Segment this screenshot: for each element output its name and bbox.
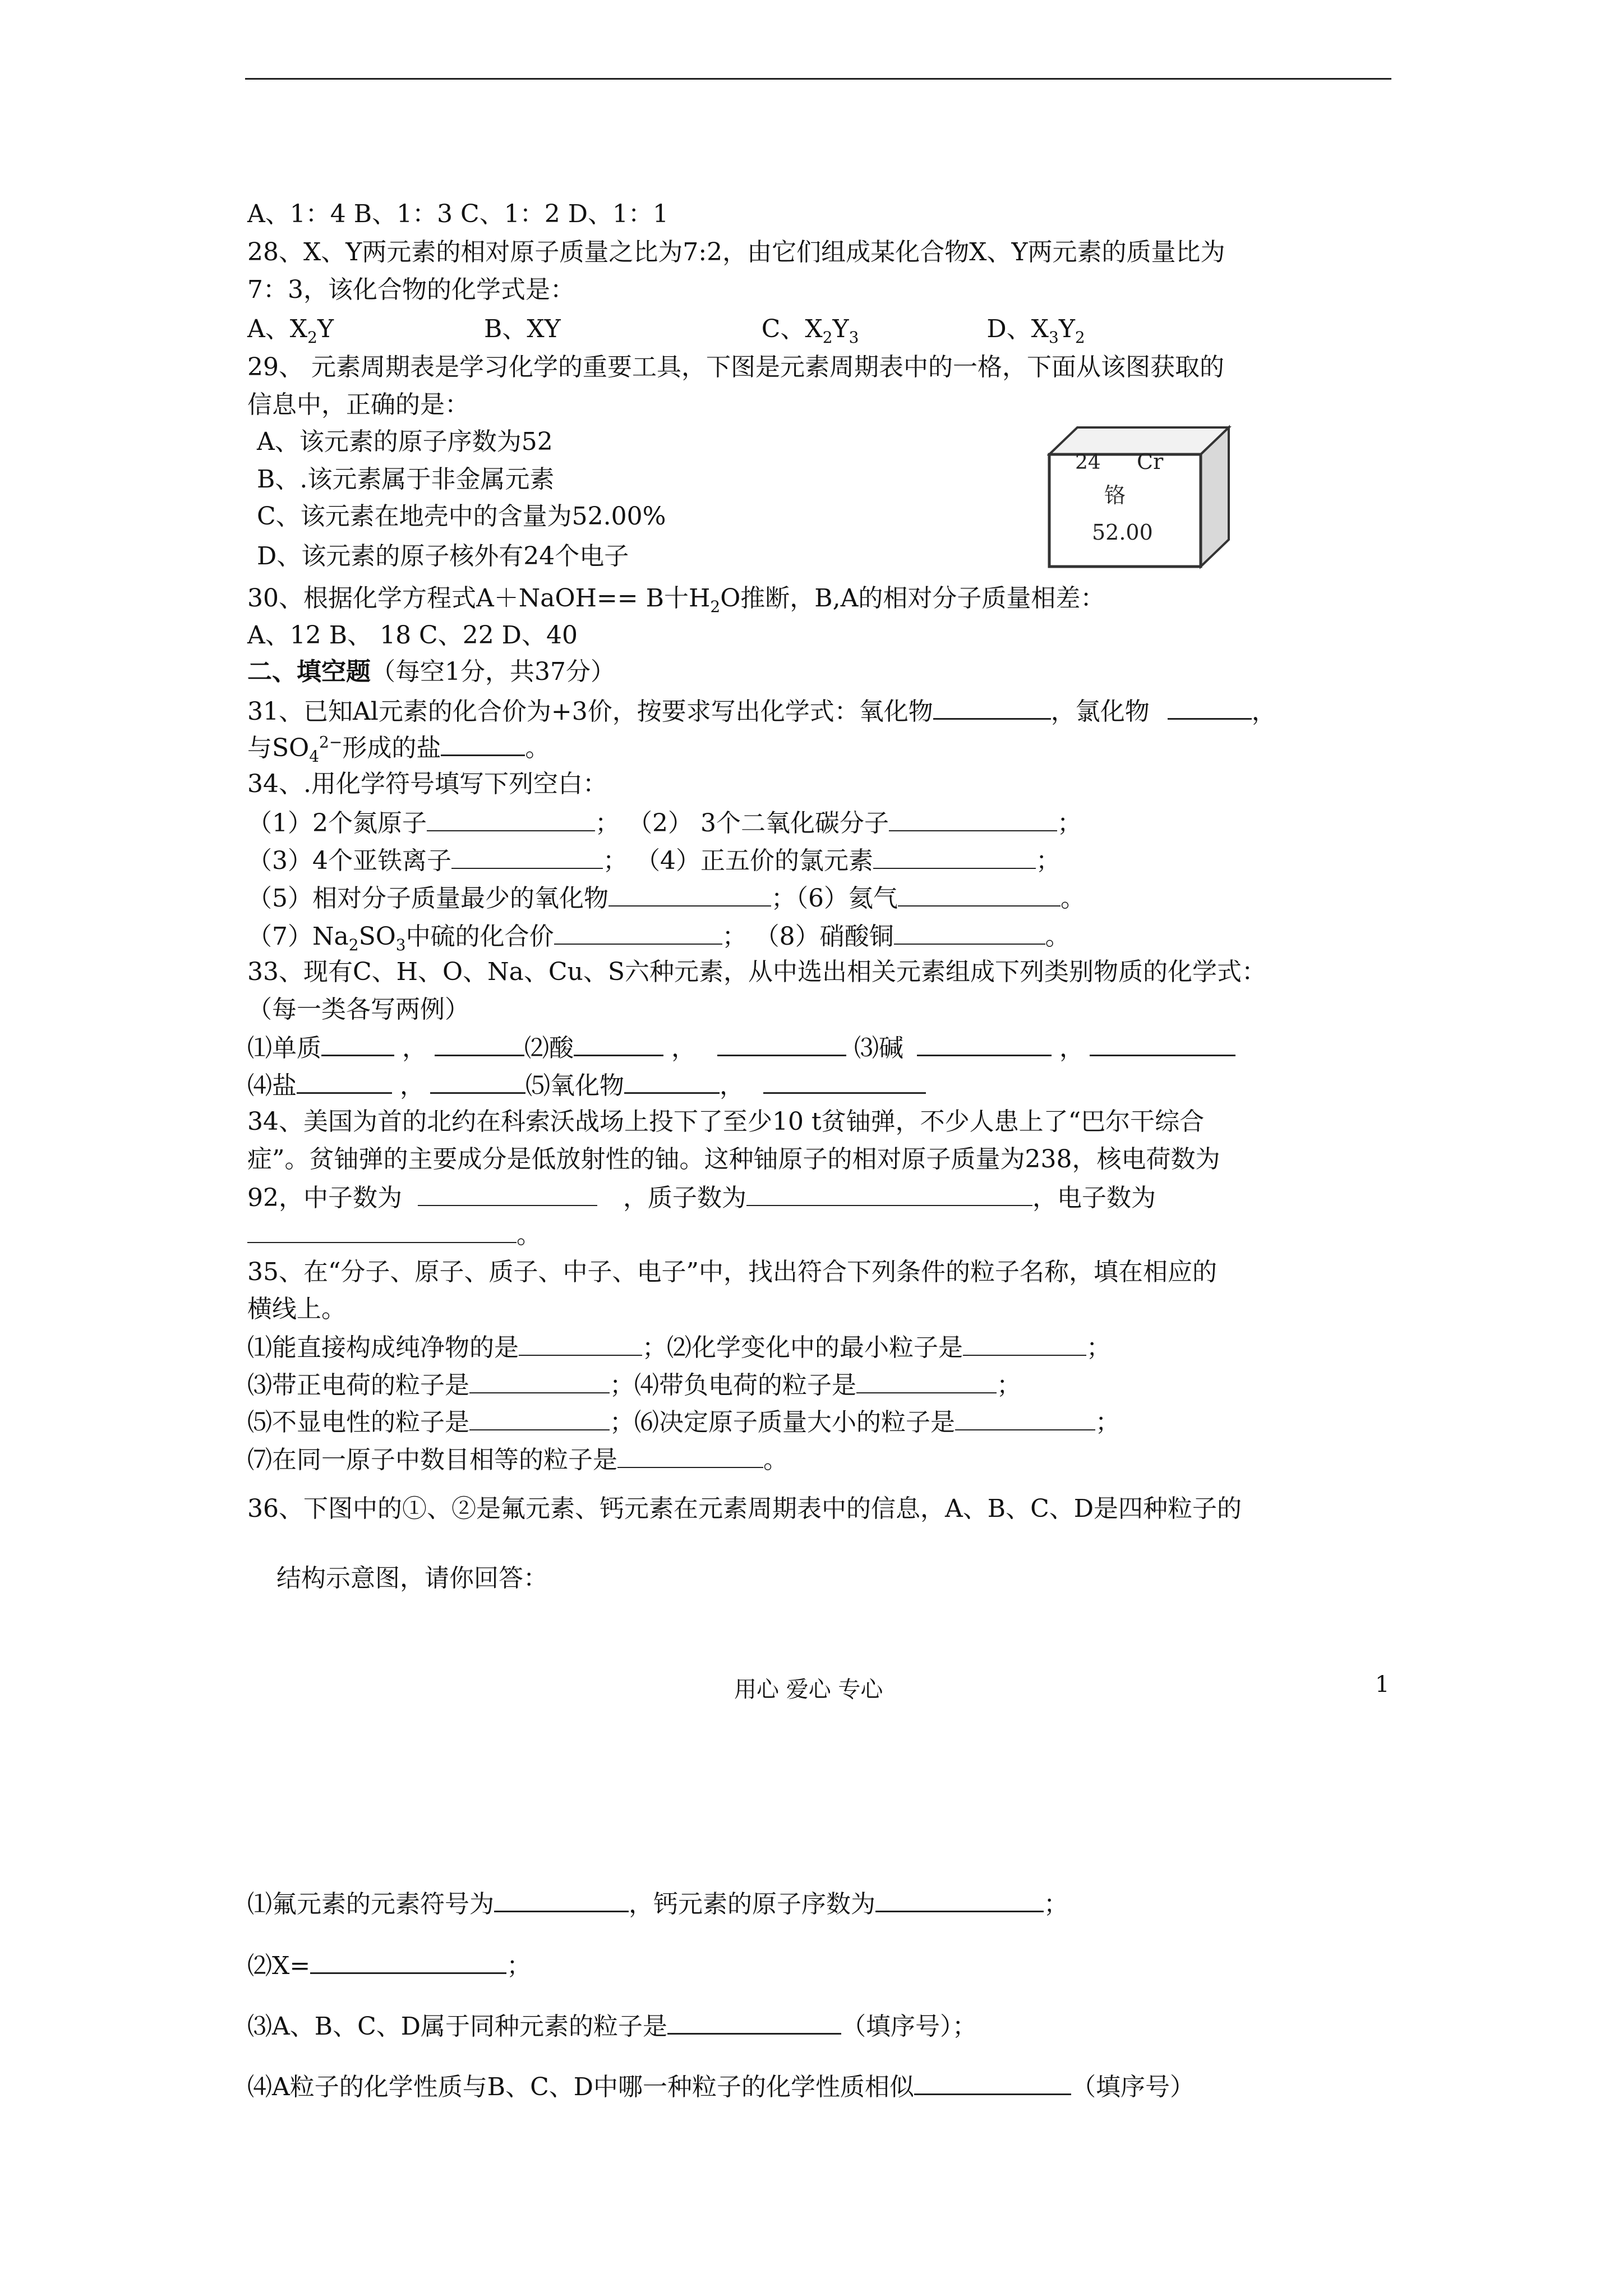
q31-line2: 与$SO_4^{2-}$形成的盐 。 — [247, 730, 550, 765]
q28-option-a: A、$X_2Y$ — [247, 315, 334, 347]
answer-blank[interactable] — [469, 1405, 610, 1430]
element-atomic-number: 24 — [1075, 451, 1101, 474]
q36-line1: 36、下图中的①、②是氟元素、钙元素在元素周期表中的信息，A、B、C、D是四种粒子的 — [247, 1494, 1242, 1523]
q33-line1: 33、现有C、H、O、Na、Cu、S六种元素，从中选出相关元素组成下列类别物质的化学式： — [247, 958, 1266, 986]
q33-line2: （每一类各写两例） — [247, 995, 469, 1024]
q34a-row1: （1）2个氮原子 ； （2） 3个二氧化碳分子 ； — [247, 806, 1082, 840]
q34a-title: 34、.用化学符号填写下列空白： — [247, 770, 607, 798]
q28-option-d: D、$X_3Y_2$ — [986, 315, 1085, 347]
answer-blank[interactable] — [933, 693, 1051, 720]
q35-row2: ⑶带正电荷的粒子是 ；⑷带负电荷的粒子是 ； — [247, 1368, 1021, 1402]
q36-line2: 结构示意图，请你回答： — [276, 1564, 548, 1593]
q35-row3: ⑸不显电性的粒子是 ；⑹决定原子质量大小的粒子是 ； — [247, 1405, 1120, 1439]
answer-blank[interactable] — [894, 919, 1045, 945]
q34a-row3: （5）相对分子质量最少的氧化物 ；（6）氦气 。 — [247, 881, 1085, 915]
page-number: 1 — [1375, 1672, 1390, 1697]
answer-blank[interactable] — [418, 1180, 597, 1206]
element-name: 铬 — [1104, 483, 1126, 508]
answer-blank[interactable] — [914, 2069, 1071, 2095]
answer-blank[interactable] — [875, 1886, 1044, 1912]
answer-blank[interactable] — [297, 1068, 392, 1094]
q28-line2: 7：3，该化合物的化学式是： — [247, 275, 575, 304]
q34b-line1: 34、美国为首的北约在科索沃战场上投下了至少10 t贫铀弹，不少人患上了“巴尔干综合 — [247, 1107, 1205, 1136]
q33-row2: ⑷盐 ， ⑸氧化物 ， — [247, 1068, 926, 1103]
q28-option-b: B、XY — [483, 315, 561, 343]
element-symbol: Cr — [1137, 449, 1164, 474]
q34b-line2: 症”。贫铀弹的主要成分是低放射性的铀。这种铀原子的相对原子质量为238，核电荷数为 — [247, 1145, 1220, 1174]
answer-blank[interactable] — [441, 730, 525, 756]
q29-option-b: B、.该元素属于非金属元素 — [257, 465, 555, 494]
q28-option-c: C、$X_2Y_3$ — [761, 315, 859, 347]
section-2-heading: 二、填空题（每空1分，共37分） — [247, 657, 615, 686]
element-atomic-mass: 52.00 — [1092, 520, 1153, 545]
q34b-line3: 92，中子数为 ，质子数为 ，电子数为 — [247, 1180, 1156, 1215]
q29-line1: 29、 元素周期表是学习化学的重要工具，下图是元素周期表中的一格，下面从该图获取的 — [247, 353, 1224, 381]
q36-sub4: ⑷A粒子的化学性质与B、C、D中哪一种粒子的化学性质相似 （填序号） — [247, 2069, 1195, 2104]
q35-row4: ⑺在同一原子中数目相等的粒子是 。 — [247, 1442, 788, 1477]
q35-row1: ⑴能直接构成纯净物的是 ；⑵化学变化中的最小粒子是 ； — [247, 1330, 1111, 1365]
q35-line2: 横线上。 — [247, 1295, 346, 1323]
q29-option-d: D、该元素的原子核外有24个电子 — [257, 542, 629, 570]
answer-blank[interactable] — [554, 919, 722, 945]
answer-blank[interactable] — [624, 1068, 720, 1094]
answer-blank[interactable] — [310, 1948, 506, 1974]
answer-blank[interactable] — [469, 1368, 610, 1393]
q31-line1: 31、已知Al元素的化合价为+3价，按要求写出化学式：氧化物 ，氯化物 ， — [247, 693, 1276, 729]
q34b-line4: 。 — [247, 1217, 541, 1252]
answer-blank[interactable] — [717, 1030, 846, 1056]
answer-blank[interactable] — [963, 1330, 1086, 1356]
q33-row1: ⑴单质 ， ⑵酸 ， ⑶碱 ， — [247, 1030, 1235, 1065]
answer-blank[interactable] — [451, 843, 603, 869]
q30-line1: 30、根据化学方程式A＋NaOH== B十$H_2O$推断，B,A的相对分子质量相差： — [247, 584, 1105, 616]
answer-blank[interactable] — [746, 1180, 1032, 1206]
answer-blank[interactable] — [435, 1030, 524, 1056]
answer-blank[interactable] — [763, 1068, 926, 1094]
chromium-element-cell-image — [1047, 424, 1233, 571]
answer-blank[interactable] — [1168, 693, 1252, 720]
answer-blank[interactable] — [519, 1330, 642, 1356]
q36-sub2: ⑵X= ； — [247, 1948, 531, 1983]
answer-blank[interactable] — [898, 881, 1061, 907]
answer-blank[interactable] — [574, 1030, 663, 1056]
q36-sub3: ⑶A、B、C、D属于同种元素的粒子是 （填序号）； — [247, 2008, 977, 2044]
answer-blank[interactable] — [856, 1368, 997, 1393]
q34a-row4: $(7)Na_2SO_3$中硫的化合价 ； （8）硝酸铜 。 — [247, 919, 1070, 954]
q29-line2: 信息中，正确的是： — [247, 390, 469, 419]
q30-options: A、12 B、 18 C、22 D、40 — [247, 621, 578, 650]
answer-blank[interactable] — [321, 1030, 394, 1056]
answer-blank[interactable] — [494, 1886, 629, 1912]
q35-line1: 35、在“分子、原子、质子、中子、电子”中，找出符合下列条件的粒子名称，填在相应的 — [247, 1258, 1217, 1286]
answer-blank[interactable] — [247, 1217, 517, 1243]
answer-blank[interactable] — [608, 881, 771, 907]
q34a-row2: （3）4个亚铁离子 ； （4）正五价的氯元素 ； — [247, 843, 1061, 878]
answer-blank[interactable] — [427, 806, 595, 831]
footer-motto: 用心 爱心 专心 — [734, 1677, 883, 1703]
answer-blank[interactable] — [889, 806, 1057, 831]
answer-blank[interactable] — [667, 2008, 841, 2035]
q29-option-a: A、该元素的原子序数为52 — [257, 427, 553, 456]
q29-option-c: C、该元素在地壳中的含量为52.00% — [257, 502, 666, 531]
header-rule — [245, 78, 1391, 80]
answer-blank[interactable] — [1090, 1030, 1235, 1056]
q28-line1: 28、X、Y两元素的相对原子质量之比为7:2，由它们组成某化合物X、Y两元素的质量比为 — [247, 238, 1225, 266]
q28-options — [247, 312, 1085, 346]
q36-sub1: ⑴氟元素的元素符号为 ，钙元素的原子序数为 ； — [247, 1886, 1068, 1921]
answer-blank[interactable] — [430, 1068, 525, 1094]
q27-options: A、1：4 B、1：3 C、1：2 D、1：1 — [247, 200, 668, 228]
answer-blank[interactable] — [873, 843, 1036, 869]
answer-blank[interactable] — [617, 1442, 763, 1468]
answer-blank[interactable] — [955, 1405, 1095, 1430]
answer-blank[interactable] — [917, 1030, 1052, 1056]
